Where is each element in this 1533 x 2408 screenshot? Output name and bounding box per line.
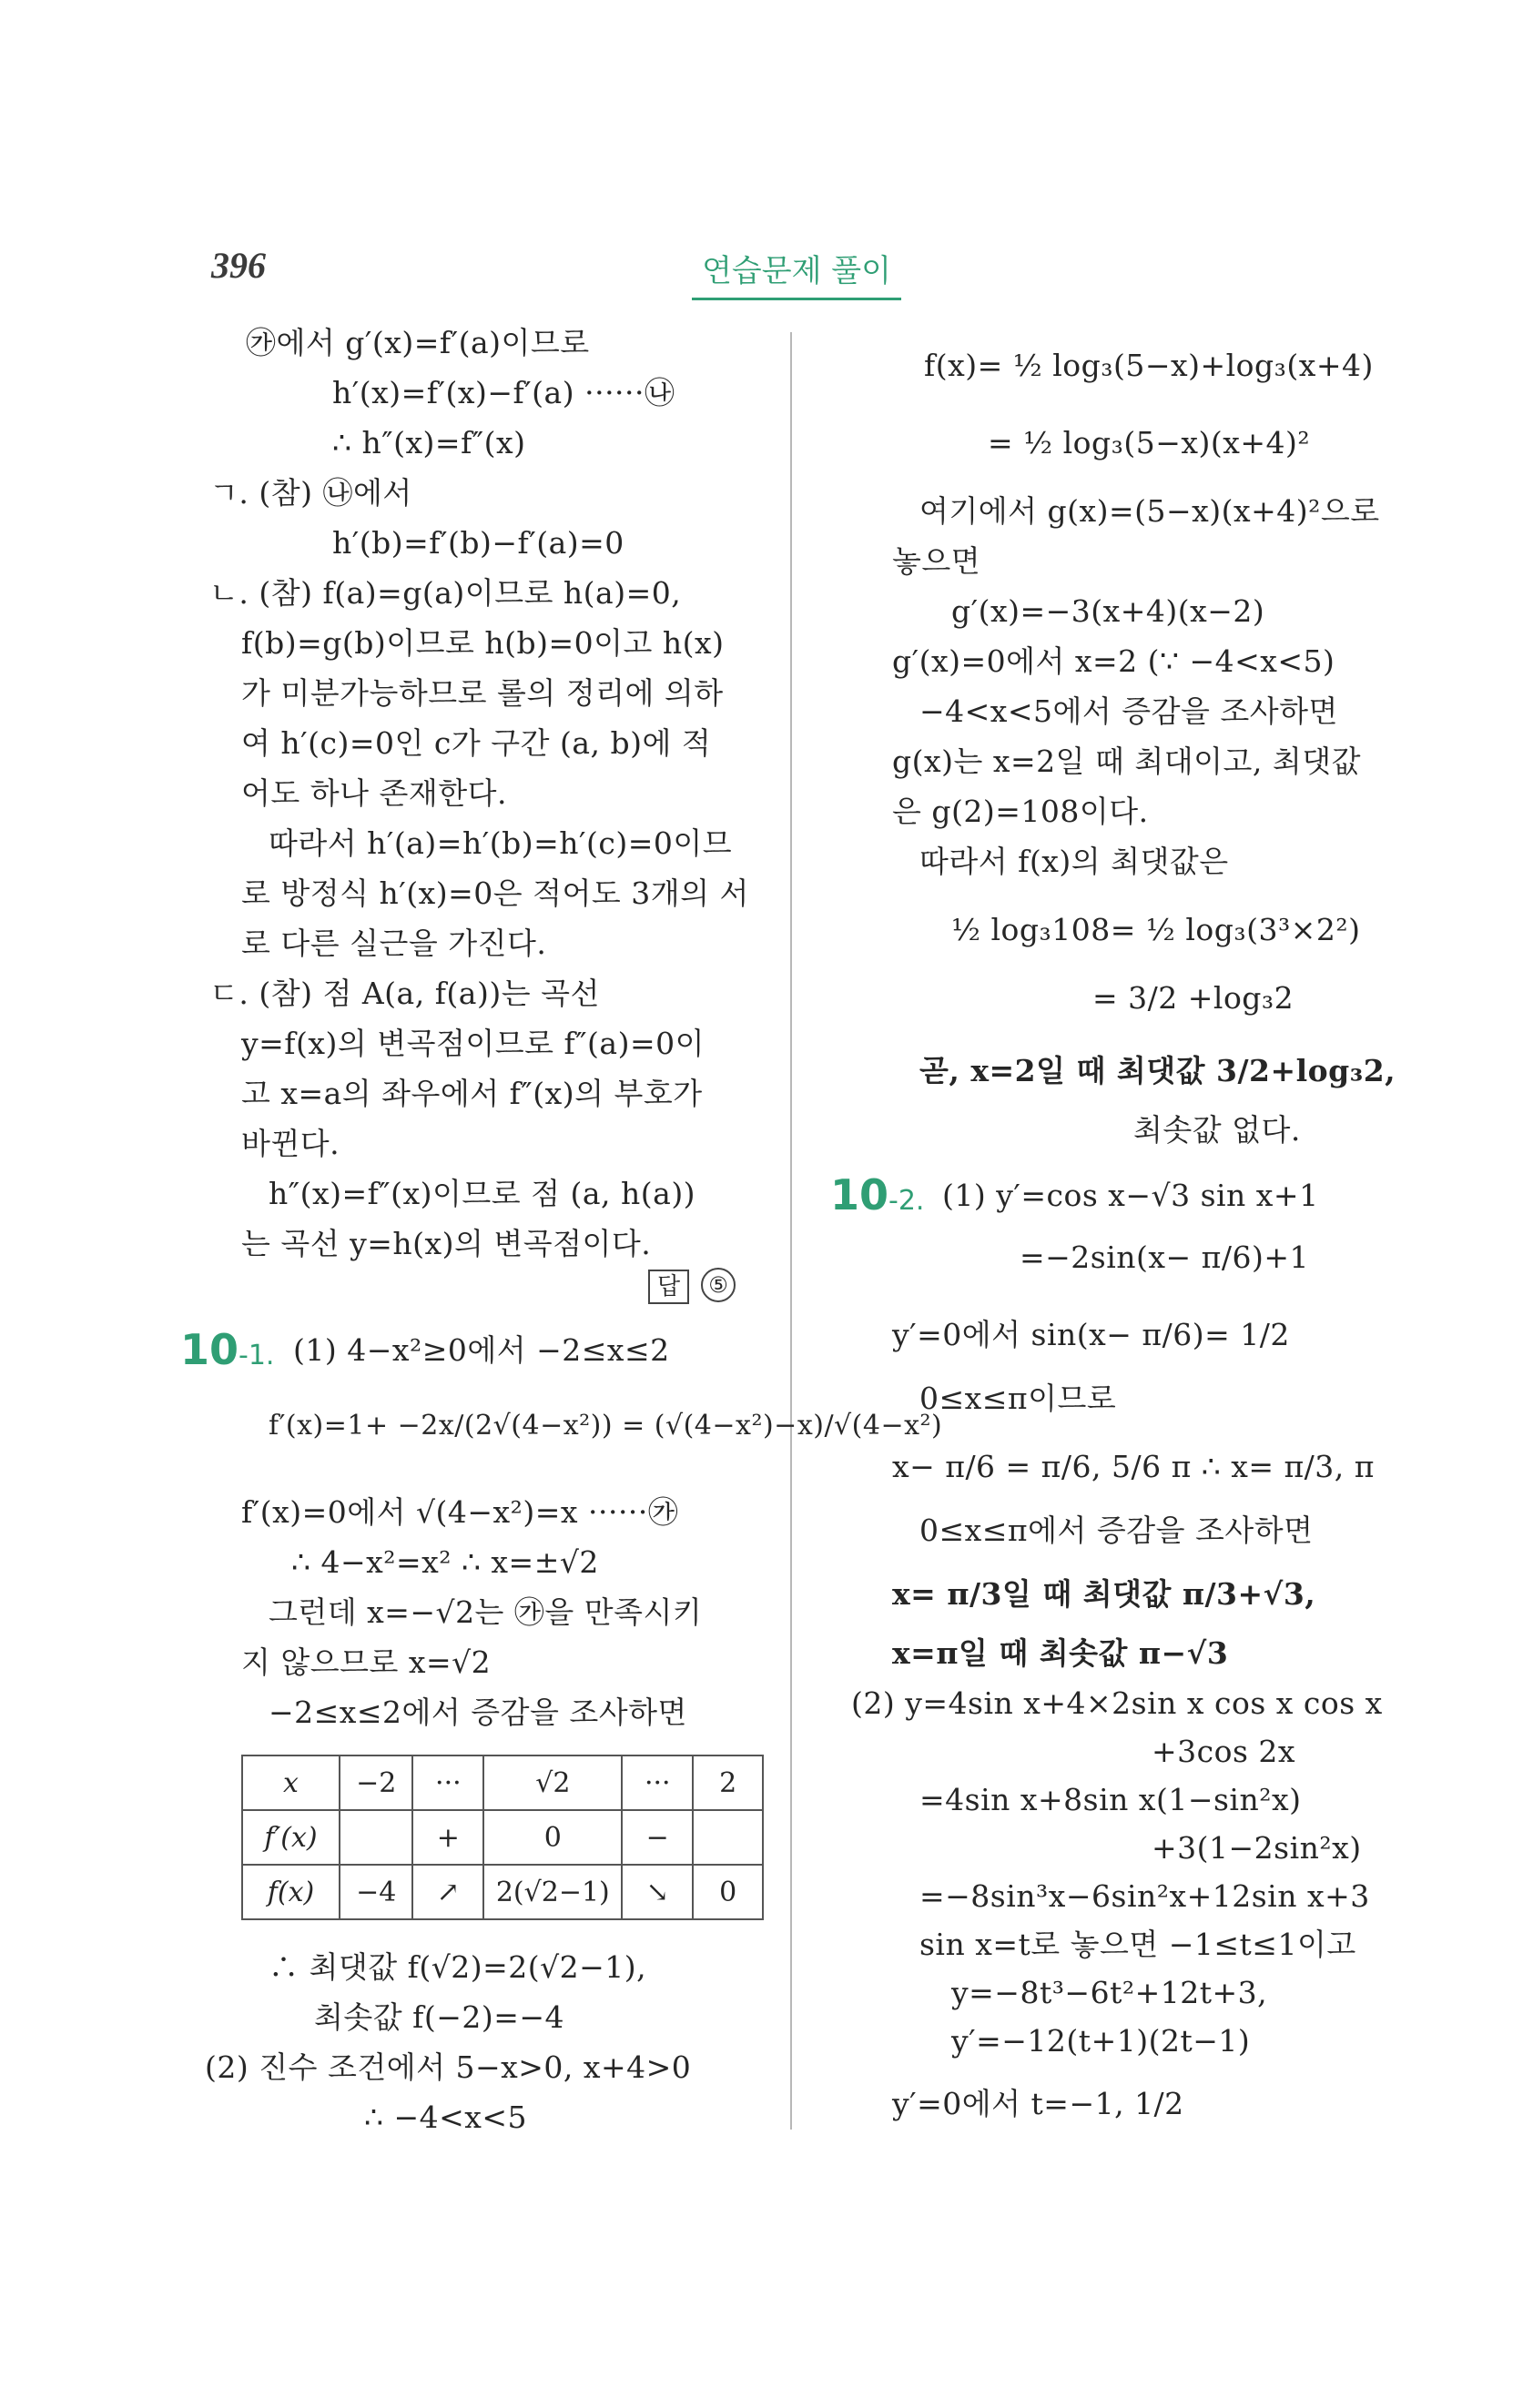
table-cell: ···: [412, 1755, 483, 1810]
text-line: = 3/2 +log₃2: [1092, 980, 1294, 1016]
text-line: y′=0에서 t=−1, 1/2: [892, 2086, 1184, 2121]
text-line: ½ log₃108= ½ log₃(3³×2²): [951, 912, 1361, 947]
text-line: f′(x)=1+ −2x/(2√(4−x²)) = (√(4−x²)−x)/√(4−x²): [269, 1410, 943, 1442]
table-cell: ↗: [412, 1865, 483, 1919]
text-line: y=−8t³−6t²+12t+3,: [951, 1975, 1268, 2010]
column-divider: [790, 332, 792, 2130]
text-line: g(x)는 x=2일 때 최대이고, 최댓값: [892, 744, 1361, 779]
text-line: 지 않으므로 x=√2: [241, 1644, 492, 1680]
table-row: [242, 1755, 763, 1810]
text-line: (1) 4−x²≥0에서 −2≤x≤2: [293, 1332, 670, 1368]
text-line: 최솟값 f(−2)=−4: [314, 1999, 565, 2035]
text-line: =−8sin³x−6sin²x+12sin x+3: [919, 1878, 1370, 1914]
table-row: [242, 1810, 763, 1865]
text-line: 0≤x≤π에서 증감을 조사하면: [919, 1513, 1314, 1548]
text-line: 여기에서 g(x)=(5−x)(x+4)²으로: [919, 493, 1380, 529]
text-line: =−2sin(x− π/6)+1: [1020, 1239, 1309, 1275]
problem-sub: -2.: [888, 1185, 925, 1217]
text-line: ㉮에서 g′(x)=f′(a)이므로: [246, 325, 590, 360]
problem-number-10-2: [830, 1172, 924, 1224]
text-line: y′=0에서 sin(x− π/6)= 1/2: [892, 1317, 1290, 1352]
text-line: ∴ −4<x<5: [364, 2099, 528, 2135]
text-line: h′(b)=f′(b)−f′(a)=0: [332, 525, 624, 561]
increase-decrease-table: [241, 1755, 764, 1920]
text-line: ∴ 4−x²=x² ∴ x=±√2: [291, 1544, 599, 1580]
text-line: 는 곡선 y=h(x)의 변곡점이다.: [241, 1226, 652, 1261]
text-line: 곧, x=2일 때 최댓값 3/2+log₃2,: [919, 1053, 1396, 1088]
text-line: ∴ h″(x)=f″(x): [332, 425, 526, 460]
table-row: [242, 1865, 763, 1919]
text-line: g′(x)=−3(x+4)(x−2): [951, 593, 1265, 629]
text-line: −4<x<5에서 증감을 조사하면: [919, 693, 1338, 729]
answer-value: ⑤: [701, 1268, 736, 1302]
text-line: 은 g(2)=108이다.: [892, 794, 1149, 829]
text-line: ∴ 최댓값 f(√2)=2(√2−1),: [269, 1949, 647, 1985]
table-cell: +: [412, 1810, 483, 1865]
table-cell: [340, 1810, 412, 1865]
text-line: g′(x)=0에서 x=2 (∵ −4<x<5): [892, 643, 1335, 679]
table-cell: ···: [622, 1755, 693, 1810]
text-line: 고 x=a의 좌우에서 f″(x)의 부호가: [241, 1076, 703, 1111]
table-cell: −4: [340, 1865, 412, 1919]
text-line: (2) y=4sin x+4×2sin x cos x cos x: [851, 1685, 1383, 1721]
section-title: 연습문제 풀이: [692, 246, 901, 300]
text-line: −2≤x≤2에서 증감을 조사하면: [269, 1695, 687, 1730]
text-line: h′(x)=f′(x)−f′(a) ······㉯: [332, 375, 675, 410]
table-cell: 2: [693, 1755, 763, 1810]
text-line: =4sin x+8sin x(1−sin²x): [919, 1782, 1302, 1817]
page-number: 396: [211, 245, 266, 286]
text-line: x− π/6 = π/6, 5/6 π ∴ x= π/3, π: [892, 1449, 1375, 1484]
problem-number-10-1: [180, 1327, 274, 1379]
table-cell: f(x): [242, 1865, 340, 1919]
text-line: +3cos 2x: [1152, 1734, 1296, 1769]
text-line: 로 방정식 h′(x)=0은 적어도 3개의 서: [241, 875, 749, 911]
table-cell: 2(√2−1): [483, 1865, 622, 1919]
text-line: ㄱ. (참) ㉯에서: [209, 475, 412, 511]
text-line: f(b)=g(b)이므로 h(b)=0이고 h(x): [241, 625, 725, 661]
problem-number: 10: [830, 1170, 889, 1219]
answer-label: 답: [648, 1270, 689, 1304]
table-cell: 0: [693, 1865, 763, 1919]
text-line: 따라서 h′(a)=h′(b)=h′(c)=0이므: [269, 825, 733, 861]
text-line: 최솟값 없다.: [1133, 1112, 1301, 1148]
text-line: (2) 진수 조건에서 5−x>0, x+4>0: [205, 2049, 692, 2085]
text-line: 로 다른 실근을 가진다.: [241, 926, 547, 961]
text-line: 가 미분가능하므로 롤의 정리에 의하: [241, 675, 724, 711]
text-line: 놓으면: [892, 543, 981, 579]
text-line: 0≤x≤π이므로: [919, 1381, 1117, 1416]
table-cell: ↘: [622, 1865, 693, 1919]
text-line: 바뀐다.: [241, 1126, 340, 1161]
table-cell: 0: [483, 1810, 622, 1865]
text-line: x= π/3일 때 최댓값 π/3+√3,: [892, 1576, 1316, 1612]
problem-number: 10: [180, 1325, 239, 1374]
text-line: 어도 하나 존재한다.: [241, 775, 507, 811]
text-line: f′(x)=0에서 √(4−x²)=x ······㉮: [241, 1494, 679, 1530]
text-line: ㄴ. (참) f(a)=g(a)이므로 h(a)=0,: [209, 575, 682, 611]
text-line: +3(1−2sin²x): [1152, 1830, 1362, 1866]
text-line: 여 h′(c)=0인 c가 구간 (a, b)에 적: [241, 725, 712, 761]
text-line: ㄷ. (참) 점 A(a, f(a))는 곡선: [209, 976, 600, 1011]
table-cell: −2: [340, 1755, 412, 1810]
text-line: = ½ log₃(5−x)(x+4)²: [988, 425, 1311, 460]
text-line: h″(x)=f″(x)이므로 점 (a, h(a)): [269, 1176, 696, 1211]
text-line: 따라서 f(x)의 최댓값은: [919, 844, 1229, 879]
problem-sub: -1.: [239, 1340, 275, 1371]
table-cell: √2: [483, 1755, 622, 1810]
table-cell: −: [622, 1810, 693, 1865]
text-line: sin x=t로 놓으면 −1≤t≤1이고: [919, 1927, 1356, 1962]
text-line: (1) y′=cos x−√3 sin x+1: [942, 1178, 1319, 1213]
text-line: x=π일 때 최솟값 π−√3: [892, 1635, 1229, 1671]
text-line: 그런데 x=−√2는 ㉮을 만족시키: [269, 1594, 703, 1630]
text-line: y′=−12(t+1)(2t−1): [951, 2023, 1251, 2059]
table-cell: f′(x): [242, 1810, 340, 1865]
table-cell: [693, 1810, 763, 1865]
text-line: f(x)= ½ log₃(5−x)+log₃(x+4): [924, 348, 1374, 383]
text-line: y=f(x)의 변곡점이므로 f″(a)=0이: [241, 1026, 705, 1061]
table-cell: x: [242, 1755, 340, 1810]
